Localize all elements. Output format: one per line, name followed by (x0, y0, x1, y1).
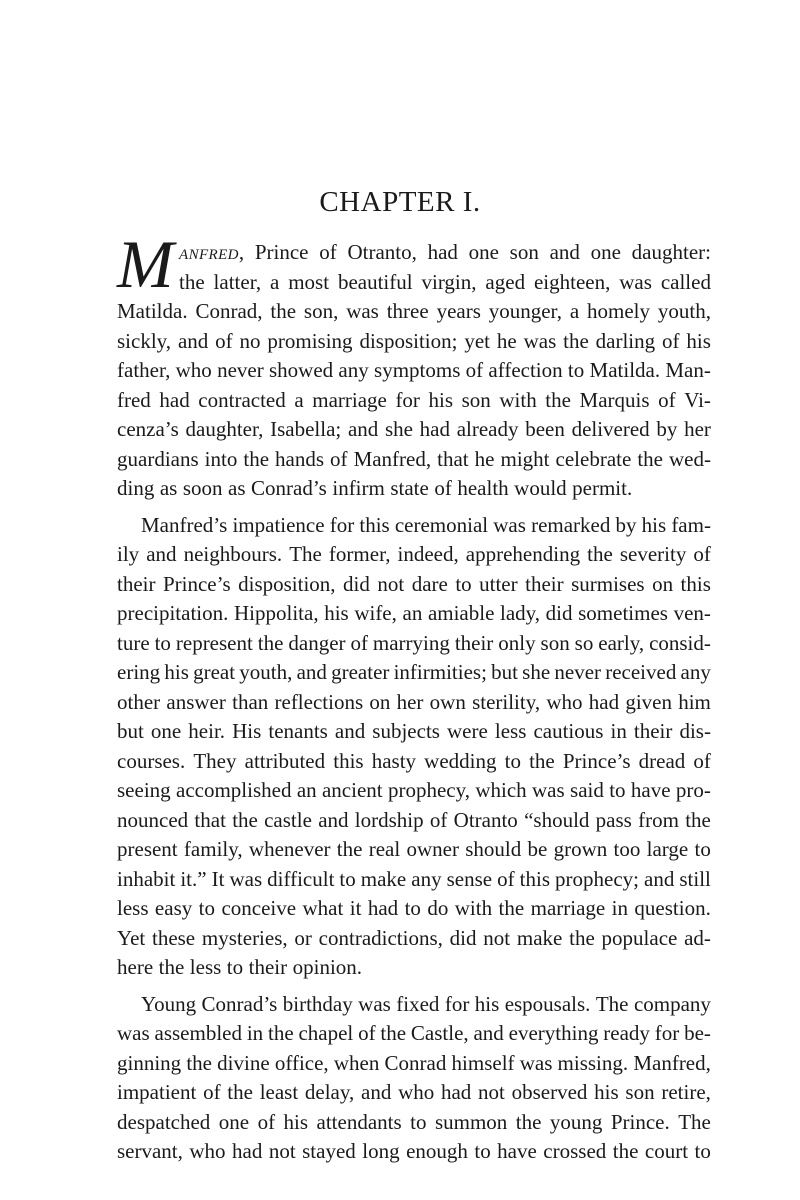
text-line: fred had contracted a marriage for his son with the Marquis of Vi- (117, 387, 711, 412)
text-line: was assembled in the chapel of the Castle, and everything ready for be- (117, 1021, 711, 1045)
text-line: ture to represent the danger of marrying their only son so early, consid- (117, 630, 711, 655)
body-text (117, 238, 711, 1167)
text-line: the latter, a most beautiful virgin, aged eighteen, was called (179, 269, 711, 294)
text-line: their Prince’s disposition, did not dare to utter their surmises on this (117, 571, 711, 596)
text-line: seeing accomplished an ancient prophecy, which was said to have pro- (117, 778, 711, 802)
text-line: ding as soon as Conrad’s infirm state of health would permit. (117, 476, 633, 500)
paragraph-gap (117, 504, 711, 511)
text-line: precipitation. Hippolita, his wife, an amiable lady, did sometimes ven- (117, 601, 711, 625)
text-line: but one heir. His tenants and subjects were less cautious in their dis- (117, 719, 711, 743)
text-line: inhabit it.” It was difficult to make any sense of this prophecy; and still (117, 866, 711, 891)
drop-cap: M (117, 226, 174, 302)
text-line: ginning the divine office, when Conrad himself was missing. Manfred, (117, 1050, 711, 1075)
text-line: Manfred’s impatience for this ceremonial was remarked by his fam- (141, 512, 711, 537)
text-line: anfred, Prince of Otranto, had one son and one daughter: (179, 240, 711, 264)
text-line: cenza’s daughter, Isabella; and she had already been delivered by her (117, 417, 711, 441)
text-line: servant, who had not stayed long enough to have crossed the court to (117, 1139, 711, 1163)
text-line: here the less to their opinion. (117, 955, 363, 979)
chapter-title: CHAPTER I. (319, 186, 481, 218)
text-line: less easy to conceive what it had to do with the marriage in question. (117, 896, 711, 920)
text-line: guardians into the hands of Manfred, that he might celebrate the wed- (117, 446, 711, 471)
text-line: present family, whenever the real owner should be grown too large to (117, 837, 711, 861)
text-line: ering his great youth, and greater infirmities; but she never received any (117, 660, 711, 684)
text-line: courses. They attributed this hasty wedding to the Prince’s dread of (117, 748, 711, 773)
paragraph-gap (117, 983, 711, 990)
text-line: despatched one of his attendants to summon the young Prince. The (117, 1109, 711, 1134)
text-line: sickly, and of no promising disposition; yet he was the darling of his (117, 328, 711, 353)
text-line: ily and neighbours. The former, indeed, apprehending the severity of (117, 542, 711, 566)
text-line: other answer than reflections on her own sterility, who had given him (117, 689, 711, 714)
text-line: Young Conrad’s birthday was fixed for his espousals. The company (141, 991, 711, 1016)
text-line: Yet these mysteries, or contradictions, did not make the populace ad- (117, 925, 711, 950)
text-line: impatient of the least delay, and who had not observed his son retire, (117, 1080, 711, 1104)
text-line: Matilda. Conrad, the son, was three years younger, a homely youth, (117, 299, 711, 323)
text-line: father, who never showed any symptoms of affection to Matilda. Man- (117, 358, 711, 382)
text-line: nounced that the castle and lordship of Otranto “should pass from the (117, 807, 711, 832)
